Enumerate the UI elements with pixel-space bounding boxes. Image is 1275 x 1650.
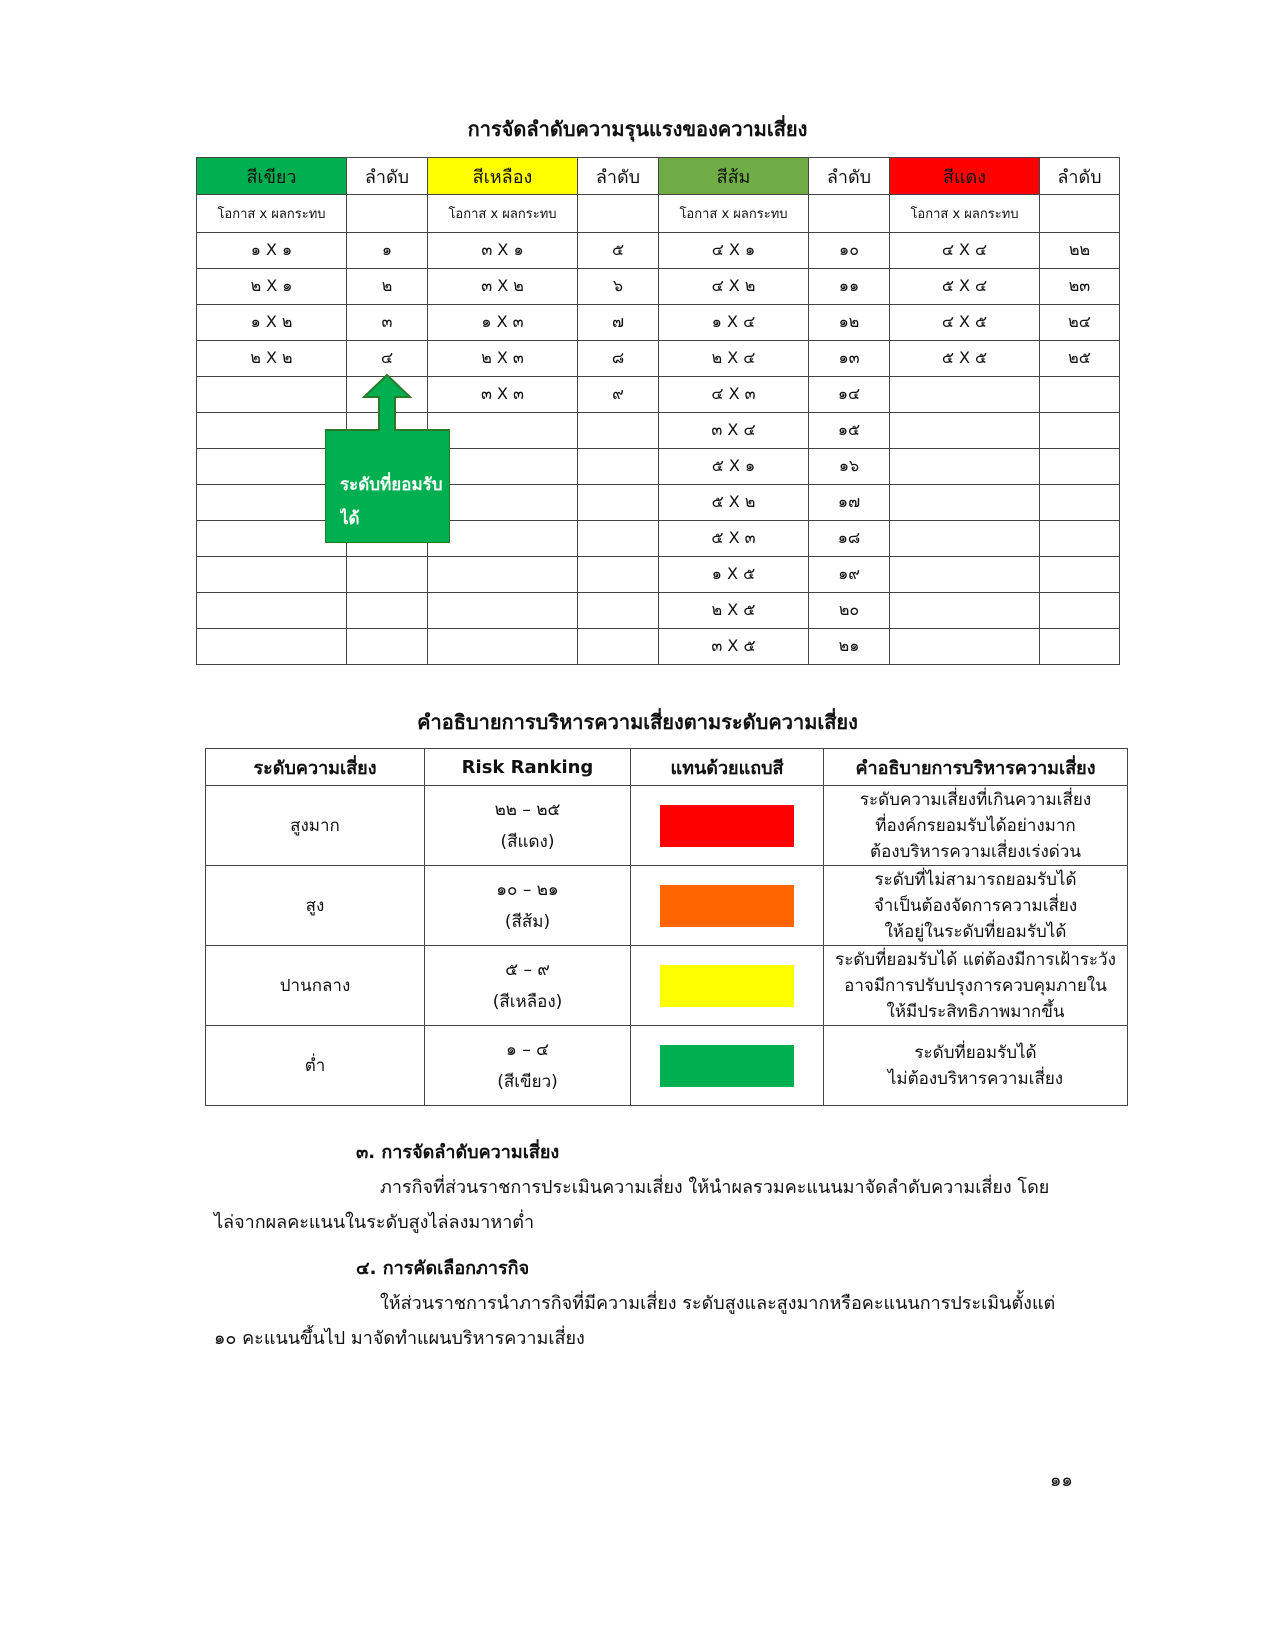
- table1-cell: ๓ X ๑: [428, 233, 578, 269]
- table1-cell: [578, 413, 659, 449]
- table2-header-cell: แทนด้วยแถบสี: [631, 749, 824, 786]
- risk-ranking-cell: [425, 1026, 631, 1106]
- table1-cell: [197, 521, 347, 557]
- description-line: ระดับที่ยอมรับได้ แต่ต้องมีการเฝ้าระวัง: [835, 949, 1116, 970]
- table1-cell: [578, 521, 659, 557]
- table1-cell: ๑๔: [809, 377, 890, 413]
- table1-cell: ๒๕: [1040, 341, 1120, 377]
- table2-row: [206, 946, 1128, 1026]
- table1-cell: ๑ X ๑: [197, 233, 347, 269]
- table1-cell: ๑ X ๔: [659, 305, 809, 341]
- table1-cell: ๒ X ๑: [197, 269, 347, 305]
- color-swatch: [660, 965, 794, 1007]
- table1-subheader-cell: โอกาส x ผลกระทบ: [659, 195, 809, 233]
- table1-cell: [428, 629, 578, 665]
- risk-ranking-cell: [425, 786, 631, 866]
- table1-cell: ๑๐: [809, 233, 890, 269]
- table1-cell: [428, 593, 578, 629]
- table1-cell: ๑: [347, 233, 428, 269]
- table2-header-cell: ระดับความเสี่ยง: [206, 749, 425, 786]
- table1-cell: [197, 629, 347, 665]
- table1-cell: ๓ X ๔: [659, 413, 809, 449]
- table1-cell: [1040, 377, 1120, 413]
- table1-cell: [890, 377, 1040, 413]
- table1-cell: [347, 629, 428, 665]
- table1-cell: [890, 485, 1040, 521]
- risk-level-cell: ต่ำ: [206, 1026, 425, 1106]
- table1-title: การจัดลำดับความรุนแรงของความเสี่ยง: [467, 117, 808, 141]
- section4-line1: ให้ส่วนราชการนำภารกิจที่มีความเสี่ยง ระดับสูงและสูงมากหรือคะแนนการประเมินตั้งแต่: [380, 1293, 1056, 1314]
- table1-cell: ๔ X ๓: [659, 377, 809, 413]
- risk-range: ๕ – ๙: [505, 959, 550, 980]
- table1-cell: ๑๙: [809, 557, 890, 593]
- section3-line1: ภารกิจที่ส่วนราชการประเมินความเสี่ยง ให้นำผลรวมคะแนนมาจัดลำดับความเสี่ยง โดย: [380, 1177, 1050, 1198]
- section4-heading: ๔. การคัดเลือกภารกิจ: [356, 1258, 530, 1279]
- table1-row: [197, 233, 1120, 269]
- table1-row: [197, 593, 1120, 629]
- table1-cell: ๓: [347, 305, 428, 341]
- table1-cell: ๒๑: [809, 629, 890, 665]
- color-bar-cell: [631, 1026, 824, 1106]
- table1-cell: [197, 593, 347, 629]
- table1-cell: [1040, 521, 1120, 557]
- table1-row: [197, 557, 1120, 593]
- risk-level-cell: สูงมาก: [206, 786, 425, 866]
- table1-header-cell: สีเหลือง: [428, 158, 578, 195]
- table1-cell: [197, 557, 347, 593]
- description-line: ไม่ต้องบริหารความเสี่ยง: [887, 1068, 1064, 1089]
- table1-cell: ๑๖: [809, 449, 890, 485]
- table1-cell: ๔ X ๔: [890, 233, 1040, 269]
- section3-heading: ๓. การจัดลำดับความเสี่ยง: [356, 1142, 560, 1163]
- description-line: จำเป็นต้องจัดการความเสี่ยง: [873, 895, 1078, 916]
- table1-cell: ๒ X ๕: [659, 593, 809, 629]
- color-bar-cell: [631, 866, 824, 946]
- table1-cell: ๕ X ๕: [890, 341, 1040, 377]
- table2-title: คำอธิบายการบริหารความเสี่ยงตามระดับความเสี่ยง: [417, 710, 858, 734]
- table1-cell: ๔ X ๒: [659, 269, 809, 305]
- table1-cell: ๕: [578, 233, 659, 269]
- risk-range: ๒๒ – ๒๕: [494, 799, 561, 820]
- table2-header-cell: Risk Ranking: [425, 749, 631, 786]
- risk-ranking-cell: [425, 866, 631, 946]
- table1-cell: ๓ X ๒: [428, 269, 578, 305]
- acceptable-level-label: ระดับที่ยอมรับได้: [340, 475, 443, 529]
- table1-cell: [1040, 413, 1120, 449]
- table2-header-cell: คำอธิบายการบริหารความเสี่ยง: [824, 749, 1128, 786]
- table1-cell: [890, 449, 1040, 485]
- table1-row: [197, 305, 1120, 341]
- color-swatch: [660, 1045, 794, 1087]
- table1-row: [197, 269, 1120, 305]
- table1-cell: [197, 449, 347, 485]
- table1-cell: ๑๗: [809, 485, 890, 521]
- table1-cell: ๓ X ๓: [428, 377, 578, 413]
- color-swatch: [660, 805, 794, 847]
- page-number: ๑๑: [1050, 1470, 1073, 1491]
- table1-header-cell: สีแดง: [890, 158, 1040, 195]
- table1-subheader-cell: โอกาส x ผลกระทบ: [890, 195, 1040, 233]
- table1-header-cell: ลำดับ: [347, 158, 428, 195]
- section3-line2: ไล่จากผลคะแนนในระดับสูงไล่ลงมาหาต่ำ: [214, 1212, 535, 1233]
- table1-cell: [1040, 593, 1120, 629]
- table1-subheader-cell: [347, 195, 428, 233]
- table1-cell: [890, 521, 1040, 557]
- description-line: ให้มีประสิทธิภาพมากขึ้น: [886, 1001, 1065, 1022]
- table1-header-cell: ลำดับ: [1040, 158, 1120, 195]
- table1-cell: [347, 593, 428, 629]
- table1-cell: [578, 557, 659, 593]
- table1-cell: ๒๔: [1040, 305, 1120, 341]
- table1-row: [197, 629, 1120, 665]
- table1-cell: ๕ X ๑: [659, 449, 809, 485]
- table1-cell: ๒๒: [1040, 233, 1120, 269]
- table1-cell: [890, 593, 1040, 629]
- description-line: ต้องบริหารความเสี่ยงเร่งด่วน: [870, 841, 1081, 862]
- table1-cell: [428, 413, 578, 449]
- risk-ranking-cell: [425, 946, 631, 1026]
- table1-cell: ๑ X ๒: [197, 305, 347, 341]
- risk-level-cell: สูง: [206, 866, 425, 946]
- table2-row: [206, 786, 1128, 866]
- table1-cell: ๔ X ๑: [659, 233, 809, 269]
- table2-row: [206, 866, 1128, 946]
- management-description-cell: [824, 786, 1128, 866]
- table1-cell: ๕ X ๓: [659, 521, 809, 557]
- risk-color-name: (สีเหลือง): [492, 991, 563, 1012]
- table1-header-cell: สีเขียว: [197, 158, 347, 195]
- table1-cell: ๑๘: [809, 521, 890, 557]
- table1-cell: [197, 485, 347, 521]
- risk-range: ๑ – ๔: [506, 1039, 549, 1060]
- table1-cell: ๖: [578, 269, 659, 305]
- table1-cell: ๙: [578, 377, 659, 413]
- section4-line2: ๑๐ คะแนนขึ้นไป มาจัดทำแผนบริหารความเสี่ยง: [214, 1328, 585, 1349]
- table1-cell: [197, 377, 347, 413]
- table1-row: [197, 341, 1120, 377]
- table1-cell: ๑๒: [809, 305, 890, 341]
- table1-cell: ๒๐: [809, 593, 890, 629]
- table1-header-cell: ลำดับ: [809, 158, 890, 195]
- color-swatch: [660, 885, 794, 927]
- risk-color-name: (สีเขียว): [497, 1071, 558, 1092]
- table1-cell: [428, 485, 578, 521]
- table1-cell: [428, 557, 578, 593]
- table1-cell: ๑๕: [809, 413, 890, 449]
- table1-cell: [890, 629, 1040, 665]
- table1-cell: ๓ X ๕: [659, 629, 809, 665]
- table1-subheader-cell: โอกาส x ผลกระทบ: [197, 195, 347, 233]
- risk-range: ๑๐ – ๒๑: [496, 879, 559, 900]
- management-description-cell: [824, 1026, 1128, 1106]
- table1-subheader-cell: โอกาส x ผลกระทบ: [428, 195, 578, 233]
- table1-cell: [1040, 629, 1120, 665]
- management-description-cell: [824, 866, 1128, 946]
- table1-cell: [578, 629, 659, 665]
- table1-cell: ๗: [578, 305, 659, 341]
- table1-header-cell: ลำดับ: [578, 158, 659, 195]
- table1-cell: ๕ X ๒: [659, 485, 809, 521]
- management-description-cell: [824, 946, 1128, 1026]
- risk-color-name: (สีแดง): [500, 831, 555, 852]
- description-line: ที่องค์กรยอมรับได้อย่างมาก: [875, 815, 1076, 836]
- color-bar-cell: [631, 946, 824, 1026]
- table1-cell: ๒ X ๓: [428, 341, 578, 377]
- table1-cell: ๕ X ๔: [890, 269, 1040, 305]
- risk-management-table: [205, 748, 1128, 1106]
- color-bar-cell: [631, 786, 824, 866]
- table1-cell: [347, 557, 428, 593]
- table1-cell: ๒: [347, 269, 428, 305]
- risk-color-name: (สีส้ม): [504, 911, 551, 932]
- table1-cell: [890, 557, 1040, 593]
- table1-cell: [1040, 485, 1120, 521]
- table1-cell: [428, 449, 578, 485]
- risk-level-cell: ปานกลาง: [206, 946, 425, 1026]
- table1-cell: [1040, 449, 1120, 485]
- table1-cell: [578, 593, 659, 629]
- description-line: ระดับความเสี่ยงที่เกินความเสี่ยง: [859, 789, 1092, 810]
- table1-cell: ๑ X ๓: [428, 305, 578, 341]
- table1-cell: [890, 413, 1040, 449]
- description-line: ระดับที่ไม่สามารถยอมรับได้: [874, 869, 1077, 890]
- table1-cell: ๔: [347, 341, 428, 377]
- description-line: ให้อยู่ในระดับที่ยอมรับได้: [884, 921, 1067, 942]
- table1-header-cell: สีส้ม: [659, 158, 809, 195]
- table1-cell: ๒๓: [1040, 269, 1120, 305]
- table1-cell: [428, 521, 578, 557]
- table1-subheader-cell: [809, 195, 890, 233]
- table1-cell: [578, 449, 659, 485]
- table1-subheader-cell: [578, 195, 659, 233]
- table1-cell: ๑๑: [809, 269, 890, 305]
- table1-cell: ๔ X ๕: [890, 305, 1040, 341]
- table1-cell: ๑๓: [809, 341, 890, 377]
- table1-cell: ๒ X ๒: [197, 341, 347, 377]
- table1-cell: ๘: [578, 341, 659, 377]
- table1-cell: [197, 413, 347, 449]
- table1-subheader-cell: [1040, 195, 1120, 233]
- description-line: อาจมีการปรับปรุงการควบคุมภายใน: [844, 975, 1107, 996]
- table1-cell: ๑ X ๕: [659, 557, 809, 593]
- table2-row: [206, 1026, 1128, 1106]
- table1-cell: [578, 485, 659, 521]
- table1-cell: ๒ X ๔: [659, 341, 809, 377]
- table1-cell: [1040, 557, 1120, 593]
- description-line: ระดับที่ยอมรับได้: [914, 1042, 1037, 1063]
